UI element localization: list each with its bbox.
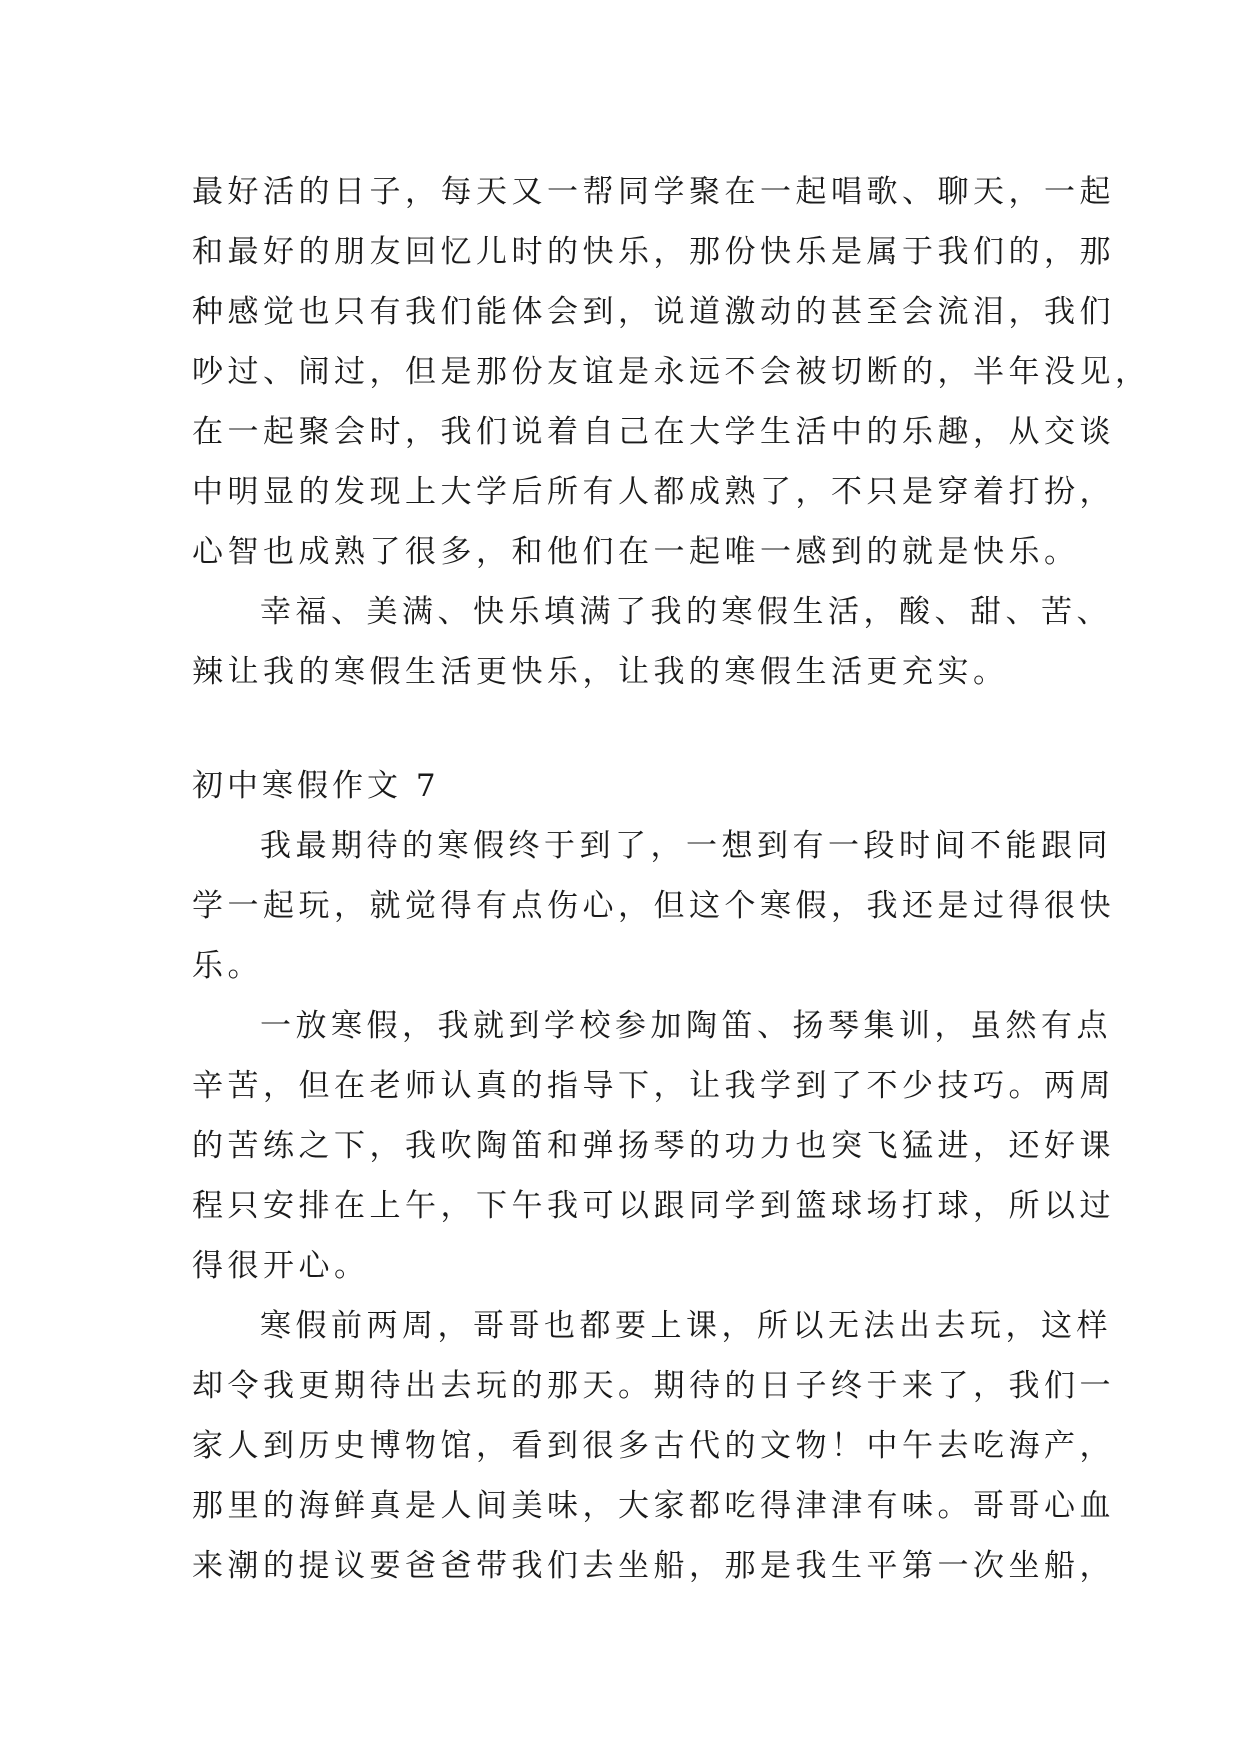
paragraph-4 xyxy=(192,996,1115,1296)
text-line: 在一起聚会时，我们说着自己在大学生活中的乐趣，从交谈 xyxy=(192,414,1115,450)
text-line: 一放寒假，我就到学校参加陶笛、扬琴集训，虽然有点 xyxy=(260,1008,1112,1044)
text-line: 辛苦，但在老师认真的指导下，让我学到了不少技巧。两周 xyxy=(192,1068,1115,1104)
text-line: 来潮的提议要爸爸带我们去坐船，那是我生平第一次坐船， xyxy=(192,1548,1115,1584)
text-line: 幸福、美满、快乐填满了我的寒假生活，酸、甜、苦、 xyxy=(260,594,1112,630)
paragraph-1 xyxy=(192,162,1151,582)
text-line: 和最好的朋友回忆儿时的快乐，那份快乐是属于我们的，那 xyxy=(192,234,1115,270)
text-line: 乐。 xyxy=(192,948,263,984)
text-line: 辣让我的寒假生活更快乐，让我的寒假生活更充实。 xyxy=(192,654,1009,690)
section-heading: 初中寒假作文 7 xyxy=(192,768,440,804)
text-line: 得很开心。 xyxy=(192,1248,370,1284)
text-line: 吵过、闹过，但是那份友谊是永远不会被切断的，半年没见， xyxy=(192,354,1151,390)
text-line: 却令我更期待出去玩的那天。期待的日子终于来了，我们一 xyxy=(192,1368,1115,1404)
text-line: 的苦练之下，我吹陶笛和弹扬琴的功力也突飞猛进，还好课 xyxy=(192,1128,1115,1164)
paragraph-3 xyxy=(192,816,1115,996)
paragraph-5 xyxy=(192,1296,1115,1596)
document-body xyxy=(192,162,1151,1596)
text-line: 心智也成熟了很多，和他们在一起唯一感到的就是快乐。 xyxy=(192,534,1080,570)
text-line: 种感觉也只有我们能体会到，说道激动的甚至会流泪，我们 xyxy=(192,294,1115,330)
text-line: 程只安排在上午，下午我可以跟同学到篮球场打球，所以过 xyxy=(192,1188,1115,1224)
text-line: 家人到历史博物馆，看到很多古代的文物！中午去吃海产， xyxy=(192,1428,1115,1464)
text-line: 最好活的日子，每天又一帮同学聚在一起唱歌、聊天，一起 xyxy=(192,174,1115,210)
paragraph-2 xyxy=(192,582,1112,702)
text-line: 那里的海鲜真是人间美味，大家都吃得津津有味。哥哥心血 xyxy=(192,1488,1115,1524)
text-line: 学一起玩，就觉得有点伤心，但这个寒假，我还是过得很快 xyxy=(192,888,1115,924)
section-gap xyxy=(192,702,1072,756)
text-line: 我最期待的寒假终于到了，一想到有一段时间不能跟同 xyxy=(260,828,1112,864)
text-line: 寒假前两周，哥哥也都要上课，所以无法出去玩，这样 xyxy=(260,1308,1112,1344)
text-line: 中明显的发现上大学后所有人都成熟了，不只是穿着打扮， xyxy=(192,474,1115,510)
